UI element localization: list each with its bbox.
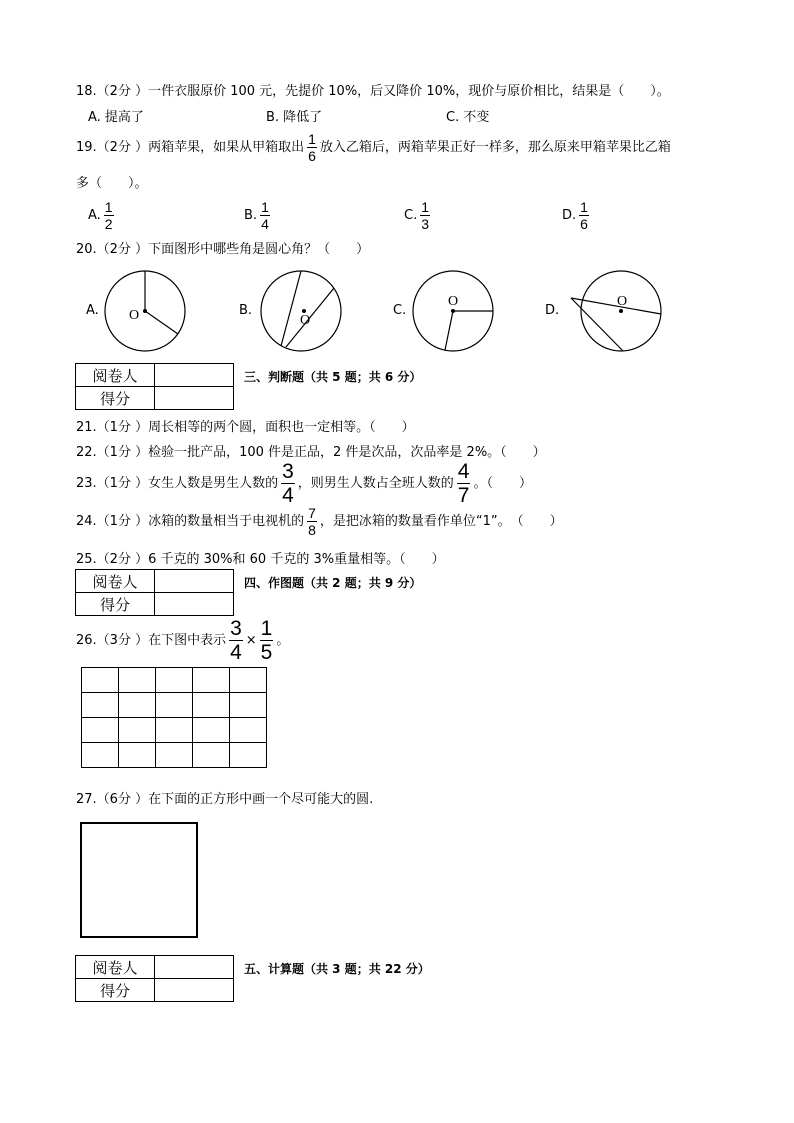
q23-fraction-2: $\frac{4}{7}$ bbox=[457, 460, 470, 507]
q26-line bbox=[76, 618, 289, 663]
q23-line bbox=[76, 461, 532, 506]
q19-pre: 19.（2分 ）两箱苹果，如果从甲箱取出 bbox=[76, 140, 305, 155]
reviewer-cell[interactable] bbox=[155, 956, 234, 979]
q26-fraction-2: $\frac{1}{5}$ bbox=[260, 617, 273, 664]
q19-option-b-fraction: $\frac{1}{4}$ bbox=[261, 199, 269, 232]
q24-pre: 24.（1分 ）冰箱的数量相当于电视机的 bbox=[76, 514, 305, 529]
q19-option-c: C. $\frac{1}{3}$ bbox=[404, 199, 430, 232]
q20-label-c: C. bbox=[393, 303, 407, 318]
q26-times: × bbox=[245, 633, 257, 648]
q20-center-label-b: O bbox=[300, 313, 311, 328]
q25-text: 25.（2分 ）6 千克的 30%和 60 千克的 3%重量相等。（ ） bbox=[76, 552, 445, 567]
q19-line2: 多（ ）。 bbox=[76, 176, 148, 191]
q20-figure-a bbox=[100, 266, 190, 356]
q19-option-a-fraction: $\frac{1}{2}$ bbox=[104, 199, 113, 232]
score-table-section3 bbox=[75, 363, 234, 410]
q20-figure-d bbox=[566, 266, 666, 356]
q24-post: ，是把冰箱的数量看作单位“1”。 （ ） bbox=[319, 514, 563, 529]
score-table-section5 bbox=[75, 955, 234, 1002]
reviewer-cell[interactable] bbox=[155, 364, 234, 387]
q19-frac-den: 6 bbox=[308, 148, 316, 164]
q19-line1 bbox=[76, 132, 671, 163]
q20-label-d: D. bbox=[545, 303, 560, 318]
q19-option-a: A. $\frac{1}{2}$ bbox=[88, 199, 113, 232]
q20-center-label-c: O bbox=[448, 294, 459, 309]
reviewer-cell[interactable] bbox=[155, 570, 234, 593]
q26-fraction-1: $\frac{3}{4}$ bbox=[230, 617, 242, 664]
q23-post: 。（ ） bbox=[473, 476, 532, 491]
q26-pre: 26.（3分 ）在下图中表示 bbox=[76, 633, 227, 648]
q19-post: 放入乙箱后，两箱苹果正好一样多，那么原来甲箱苹果比乙箱 bbox=[319, 140, 671, 155]
reviewer-label: 阅卷人 bbox=[76, 364, 155, 387]
score-table-section4 bbox=[75, 569, 234, 616]
q20-center-label-d: O bbox=[617, 294, 628, 309]
q19-option-c-fraction: $\frac{1}{3}$ bbox=[421, 199, 430, 232]
q24-fraction: $\frac{7}{8}$ bbox=[308, 505, 316, 538]
q23-mid: ，则男生人数占全班人数的 bbox=[297, 476, 454, 491]
q18-text: 18.（2分 ）一件衣服原价 100 元，先提价 10%，后又降价 10%，现价与原价相比，结果是（ ）。 bbox=[76, 84, 670, 99]
q18-option-b: B. 降低了 bbox=[266, 110, 323, 125]
section4-title: 四、作图题（共 2 题；共 9 分） bbox=[244, 576, 422, 590]
q20-center-label-a: O bbox=[129, 308, 140, 323]
q27-text: 27.（6分 ）在下面的正方形中画一个尽可能大的圆. bbox=[76, 792, 374, 807]
q19-option-b: B. $\frac{1}{4}$ bbox=[244, 199, 269, 232]
score-cell[interactable] bbox=[155, 593, 234, 616]
q19-frac-num: 1 bbox=[308, 131, 316, 147]
q24-line bbox=[76, 506, 563, 538]
q18-option-a: A. 提高了 bbox=[88, 110, 144, 125]
section5-title: 五、计算题（共 3 题；共 22 分） bbox=[244, 962, 430, 976]
q19-option-d: D. $\frac{1}{6}$ bbox=[562, 199, 588, 232]
q27-square[interactable] bbox=[80, 822, 198, 938]
q23-pre: 23.（1分 ）女生人数是男生人数的 bbox=[76, 476, 279, 491]
reviewer-label: 阅卷人 bbox=[76, 956, 155, 979]
score-label: 得分 bbox=[76, 387, 155, 410]
score-label: 得分 bbox=[76, 979, 155, 1002]
score-cell[interactable] bbox=[155, 387, 234, 410]
q18-option-c: C. 不变 bbox=[446, 110, 490, 125]
q20-figure-b bbox=[256, 266, 346, 356]
q20-text: 20.（2分 ）下面图形中哪些角是圆心角？（ ） bbox=[76, 242, 370, 257]
q21-text: 21.（1分 ）周长相等的两个圆，面积也一定相等。（ ） bbox=[76, 420, 415, 435]
q19-option-d-fraction: $\frac{1}{6}$ bbox=[580, 199, 588, 232]
score-label: 得分 bbox=[76, 593, 155, 616]
section3-title: 三、判断题（共 5 题；共 6 分） bbox=[244, 370, 422, 384]
q20-label-a: A. bbox=[86, 303, 99, 318]
q23-fraction-1: $\frac{3}{4}$ bbox=[282, 460, 294, 507]
score-cell[interactable] bbox=[155, 979, 234, 1002]
q26-post: 。 bbox=[276, 633, 290, 648]
q20-label-b: B. bbox=[239, 303, 253, 318]
q20-figure-c bbox=[408, 266, 498, 356]
reviewer-label: 阅卷人 bbox=[76, 570, 155, 593]
q22-text: 22.（1分 ）检验一批产品，100 件是正品，2 件是次品，次品率是 2%。（ ） bbox=[76, 445, 546, 460]
q26-grid[interactable] bbox=[81, 667, 267, 768]
q19-fraction bbox=[307, 132, 317, 163]
